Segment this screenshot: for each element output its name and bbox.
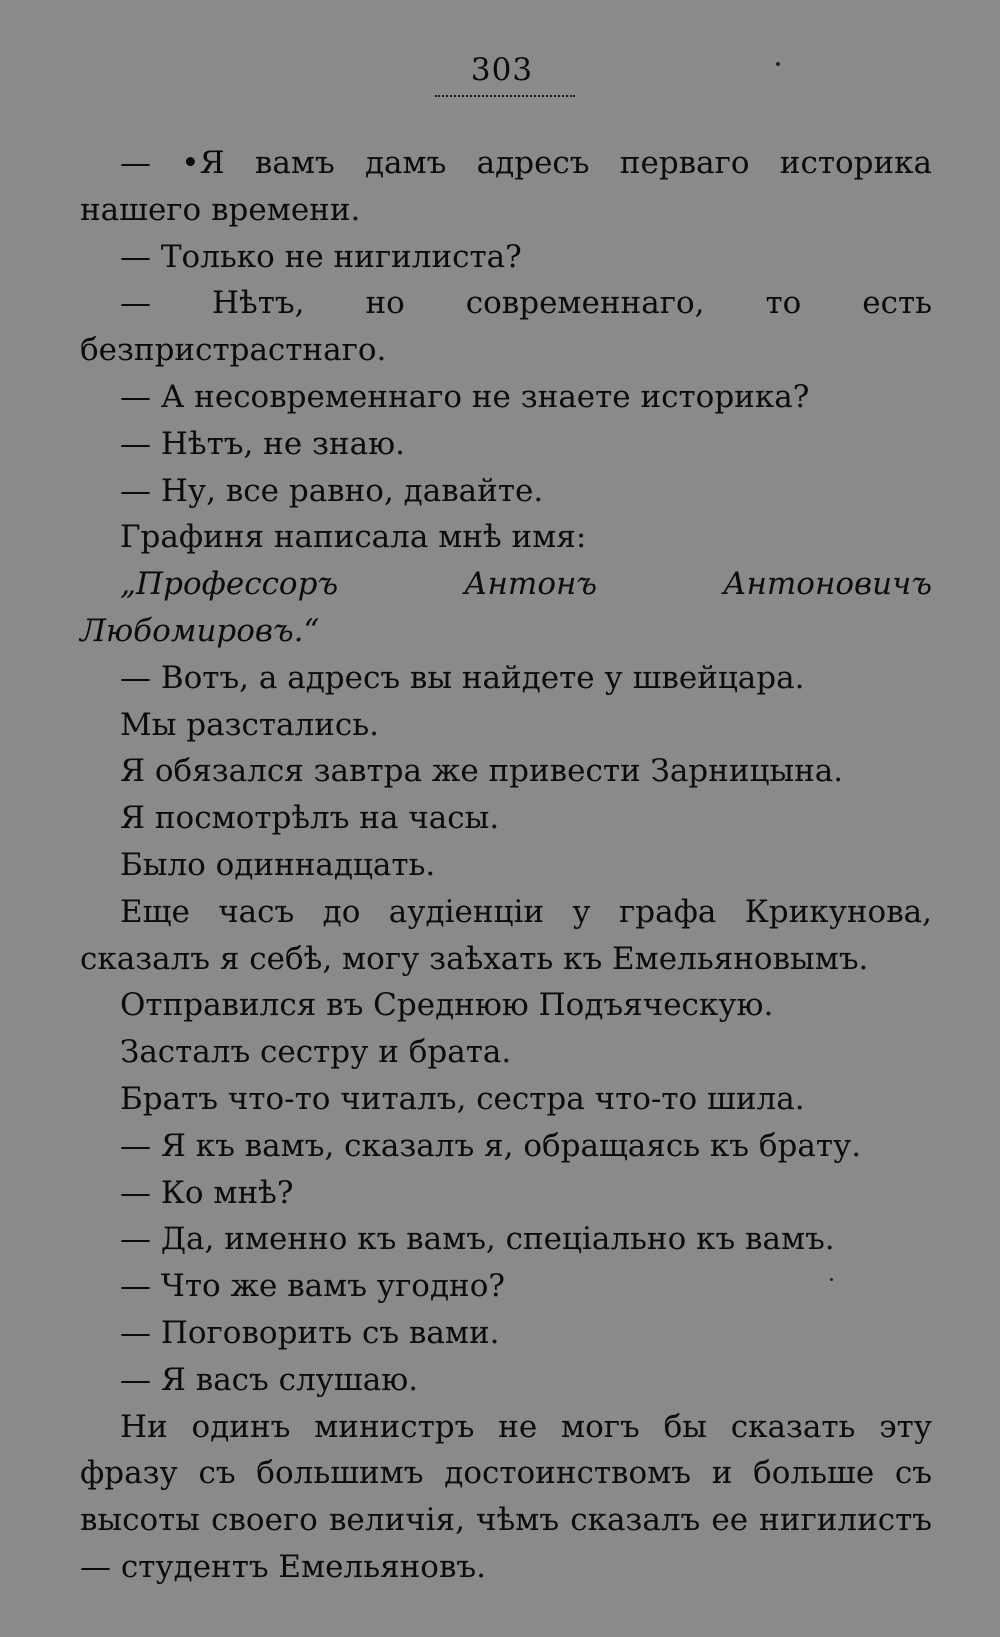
paragraph: Братъ что-то читалъ, сестра что-то шила. <box>120 1080 805 1117</box>
paragraph: Засталъ сестру и брата. <box>120 1034 512 1071</box>
paragraph: — Да, именно къ вамъ, спеціально къ вамъ. <box>120 1221 835 1258</box>
paragraph: — Поговорить съ вами. <box>120 1314 500 1351</box>
print-speck <box>776 62 780 66</box>
paragraph: — А несовременнаго не знаете историка? <box>120 378 810 415</box>
paragraph: — Вотъ, а адресъ вы найдете у швейцара. <box>120 659 805 696</box>
header-rule <box>435 95 575 97</box>
page-number: 303 <box>470 52 534 88</box>
paragraph: — Только не нигилиста? <box>120 238 522 275</box>
paragraph: — Что же вамъ угодно? <box>120 1268 506 1305</box>
paragraph: — Ну, все равно, давайте. <box>120 472 544 509</box>
paragraph: — Я васъ слушаю. <box>120 1361 419 1398</box>
page-header <box>0 52 1000 88</box>
paragraph-italic-name: „Профессоръ Антонъ Антоновичъ Любомировъ.“ <box>80 566 932 649</box>
paragraph: Отправился въ Среднюю Подъяческую. <box>120 987 774 1024</box>
paragraph: Графиня написала мнѣ имя: <box>120 519 587 556</box>
paragraph: Я посмотрѣлъ на часы. <box>120 800 500 837</box>
paragraph: Было одиннадцать. <box>120 846 436 883</box>
paragraph: — •Я вамъ дамъ адресъ перваго историка нашего времени. <box>80 145 932 228</box>
paragraph: Еще часъ до аудіенціи у графа Крикунова, сказалъ я себѣ, могу заѣхать къ Емельяновымъ. <box>80 893 932 977</box>
paragraph: — Я къ вамъ, сказалъ я, обращаясь къ брату. <box>120 1127 862 1164</box>
page-body <box>80 140 932 1591</box>
paragraph: — Нѣтъ, но современнаго, то есть безпристрастнаго. <box>80 285 932 369</box>
paragraph: Ни одинъ министръ не могъ бы сказать эту фразу съ большимъ достоинствомъ и больше съ высоты своего величія, чѣмъ сказалъ ее нигилистъ— студентъ Емельяновъ. <box>80 1408 932 1585</box>
paragraph: — Ко мнѣ? <box>120 1174 294 1211</box>
paragraph: — Нѣтъ, не знаю. <box>120 425 405 462</box>
paragraph: Я обязался завтра же привести Зарницына. <box>120 753 844 790</box>
paragraph: Мы разстались. <box>120 706 379 743</box>
